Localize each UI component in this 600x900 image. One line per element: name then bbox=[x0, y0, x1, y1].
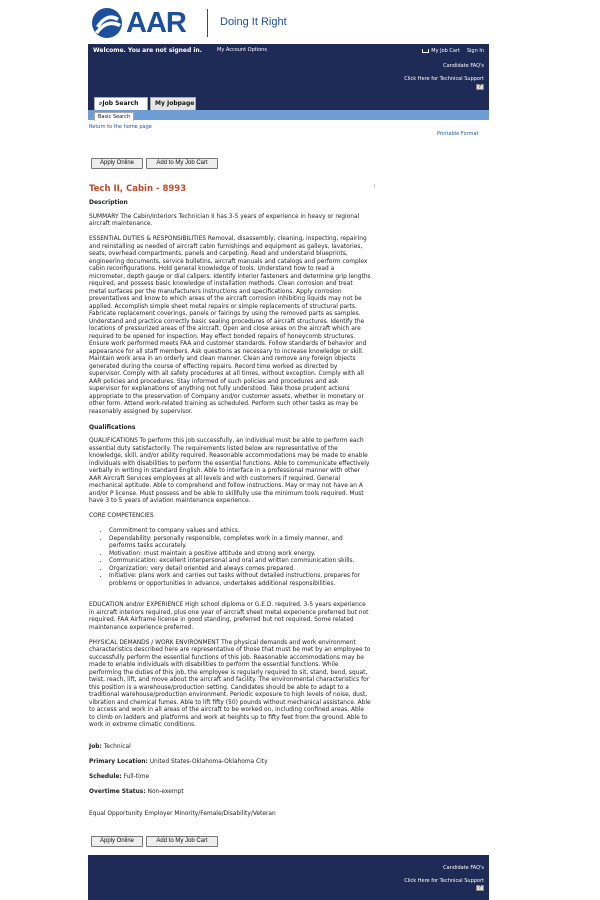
list-item: • Organization: very detail oriented and always comes prepared. bbox=[109, 566, 371, 574]
job-schedule-label: Schedule: bbox=[89, 774, 122, 780]
footer-help-icon[interactable]: ? bbox=[476, 885, 484, 891]
spacer bbox=[89, 737, 371, 744]
aar-globe-icon bbox=[90, 6, 124, 40]
job-overtime bbox=[89, 789, 371, 797]
footer-candidate-faqs-link[interactable]: Candidate FAQ's bbox=[443, 865, 484, 871]
job-location-label: Primary Location: bbox=[89, 759, 148, 765]
competencies-list bbox=[109, 528, 371, 588]
job-category-label: Job: bbox=[89, 744, 102, 750]
qualifications-heading: Qualifications bbox=[89, 423, 136, 431]
apply-online-button[interactable]: Apply Online bbox=[91, 158, 143, 169]
column-divider bbox=[374, 184, 375, 188]
candidate-faqs-link[interactable]: Candidate FAQ's bbox=[443, 63, 484, 69]
core-competencies-heading: CORE COMPETENCIES bbox=[89, 513, 154, 519]
account-options-link[interactable]: My Account Options bbox=[217, 47, 267, 53]
tab-my-jobpage[interactable]: My Jobpage bbox=[150, 97, 196, 110]
job-duties: ESSENTIAL DUTIES & RESPONSIBILITIES Removal, disassembly, cleaning, inspecting, repairing and reinstalling as needed of aircraft cabin furnishings and equipment as galleys, lavatories, seats, overhead compartments, panels and carpeting. Read and understand blueprints, engineering documents, service bulletins, aircraft manuals and catalogs and perform complex cabin reconfigurations. Hold general knowledge of tools. Understand how to read a micrometer, depth gauge or dial calipers. Identify interior fasteners and determine grip lengths required, and possess basic knowledge of installation methods. Clean corrosion and treat metal surfaces per the manufacturers instructions and specifications. Apply corrosion preventatives and know to which areas of the aircraft corrosion inhibiting liquids may not be applied. Accomplish simple sheet metal repairs or simple replacements of structural parts. Fabricate replacement coverings, panels or fairings by using the removed parts as samples. Understand and practice correctly basic sealing procedures of aircraft structures. Identify the locations of pressurized areas of the aircraft. Open and close areas on the aircraft which are required to be opened for inspection. May effect bonded repairs of honeycomb structures. Ensure work performed meets FAA and customer standards. Follow standards of behavior and appearance for all staff members. Ask questions as necessary to increase knowledge or skill. Maintain work area in an orderly and clean manner. Clean and remove any foreign objects generated during the course of effecting repairs. Record time worked as directed by supervisor. Comply with all safety procedures at all times, without exception. Comply with all AAR policies and procedures. Stay informed of such policies and procedures and ask supervisor for explanations of anything not fully understood. Take those prudent actions appropriate to the preservation of Company and/or customer assets, whether in monetary or other form. Attend work-related training as scheduled. Perform such other tasks as may be reasonably assigned by supervisor. bbox=[89, 236, 371, 415]
tab-job-search-label: Job Search bbox=[102, 100, 139, 107]
list-item: • Commitment to company values and ethics. bbox=[109, 528, 371, 536]
logo-wordmark: AAR bbox=[126, 7, 186, 39]
list-item: • Communication: excellent interpersonal and oral and written communication skills. bbox=[109, 558, 371, 566]
sub-navigation-bar bbox=[88, 110, 489, 120]
job-overtime-value: Non-exempt bbox=[147, 789, 184, 795]
footer-technical-support-link[interactable]: Click Here for Technical Support bbox=[404, 878, 484, 884]
site-footer bbox=[88, 855, 489, 900]
job-title: Tech II, Cabin - 8993 bbox=[89, 184, 187, 194]
job-physical-demands: PHYSICAL DEMANDS / WORK ENVIRONMENT The physical demands and work environment characteristics described here are representative of those that must be met by an employee to successfully perform the essential functions of this job. Reasonable accommodations may be made to enable individuals with disabilities to perform the essential functions. While performing the duties of this job, the employee is regularly required to sit, stand, bend, squat, twist, reach, lift, and move about the aircraft and facility. The environmental characteristics for this position is a warehouse/production setting. Candidates should be able to adapt to a traditional warehouse/production environment. Periodic exposure to high levels of noise, dust, vibration and chemical fumes. Able to lift fifty (50) pounds without mechanical assistance. Able to access and work in all areas of the aircraft to be worked on, including confined areas. Able to climb on ladders and platforms and work at heights up to fifty feet from the ground. Able to work in extreme climatic conditions. bbox=[89, 639, 371, 728]
logo-tagline: Doing It Right bbox=[220, 16, 287, 28]
description-heading: Description bbox=[89, 199, 128, 206]
return-home-link[interactable]: Return to the home page bbox=[89, 124, 152, 130]
spacer bbox=[89, 804, 371, 811]
job-overtime-label: Overtime Status: bbox=[89, 789, 146, 795]
job-category-value: Technical bbox=[103, 744, 131, 750]
my-job-cart-label: My Job Cart bbox=[431, 48, 460, 54]
spacer bbox=[89, 595, 371, 602]
job-summary: SUMMARY The Cabin/Interiors Technician II has 3-5 years of experience in heavy or regional aircraft maintenance. bbox=[89, 213, 360, 227]
job-location-value: United States-Oklahoma-Oklahoma City bbox=[149, 759, 268, 765]
job-schedule bbox=[89, 774, 371, 782]
technical-support-link[interactable]: Click Here for Technical Support bbox=[404, 76, 484, 82]
job-details bbox=[89, 199, 371, 826]
welcome-message: Welcome. You are not signed in. bbox=[93, 47, 202, 54]
site-header bbox=[88, 44, 489, 110]
add-to-job-cart-button-bottom[interactable]: Add to My Job Cart bbox=[146, 836, 218, 847]
list-item: • Motivation: must maintain a positive attitude and strong work energy. bbox=[109, 551, 371, 559]
tab-job-search[interactable] bbox=[94, 97, 148, 110]
tab-basic-search[interactable]: Basic Search bbox=[94, 112, 134, 121]
add-to-job-cart-button[interactable]: Add to My Job Cart bbox=[146, 158, 218, 169]
job-qualifications: QUALIFICATIONS To perform this job successfully, an individual must be able to perform each essential duty satisfactorily. The requirements listed below are representative of the knowledge, skill, and/or ability required. Reasonable accommodations may be made to enable individuals with disabilities to perform the essential functions. Able to communicate effectively verbally in writing in standard English. Able to interface in a professional manner with other AAR Aircraft Services employees at all levels and with customers if required. General mechanical aptitude. Able to comprehend and follow instructions. May or may not have an A and/or P license. Must possess and be able to skillfully use the minimum tools required. Must have 3 to 5 years of aviation maintenance experience. bbox=[89, 438, 370, 504]
search-icon: ⌕ bbox=[99, 100, 103, 107]
eeo-statement: Equal Opportunity Employer Minority/Female/Disability/Veteran bbox=[89, 811, 276, 817]
job-location bbox=[89, 759, 371, 767]
list-item: • Initiative: plans work and carries out tasks without detailed instructions, prepares for problems or opportunities in advance, undertakes additional responsibilities. bbox=[109, 573, 371, 588]
apply-online-button-bottom[interactable]: Apply Online bbox=[91, 836, 143, 847]
cart-icon bbox=[422, 49, 429, 53]
my-job-cart-link[interactable] bbox=[422, 48, 460, 54]
job-education: EDUCATION and/or EXPERIENCE High school diploma or G.E.D. required. 3-5 years experience in aircraft interiors required, plus one year of aircraft sheet metal experience preferred but not required. FAA Airframe license in good standing, preferred but not required. Some related maintenance experience preferred. bbox=[89, 602, 369, 631]
printable-format-link[interactable]: Printable Format bbox=[437, 131, 479, 137]
logo-separator bbox=[207, 9, 208, 37]
job-category bbox=[89, 744, 371, 752]
list-item: • Dependability: personally responsible, completes work in a timely manner, and performs tasks accurately. bbox=[109, 536, 371, 551]
sign-in-link[interactable]: Sign In bbox=[466, 48, 484, 54]
job-schedule-value: Full-time bbox=[123, 774, 150, 780]
aar-logo[interactable] bbox=[90, 6, 300, 40]
help-icon[interactable]: ? bbox=[476, 84, 484, 90]
